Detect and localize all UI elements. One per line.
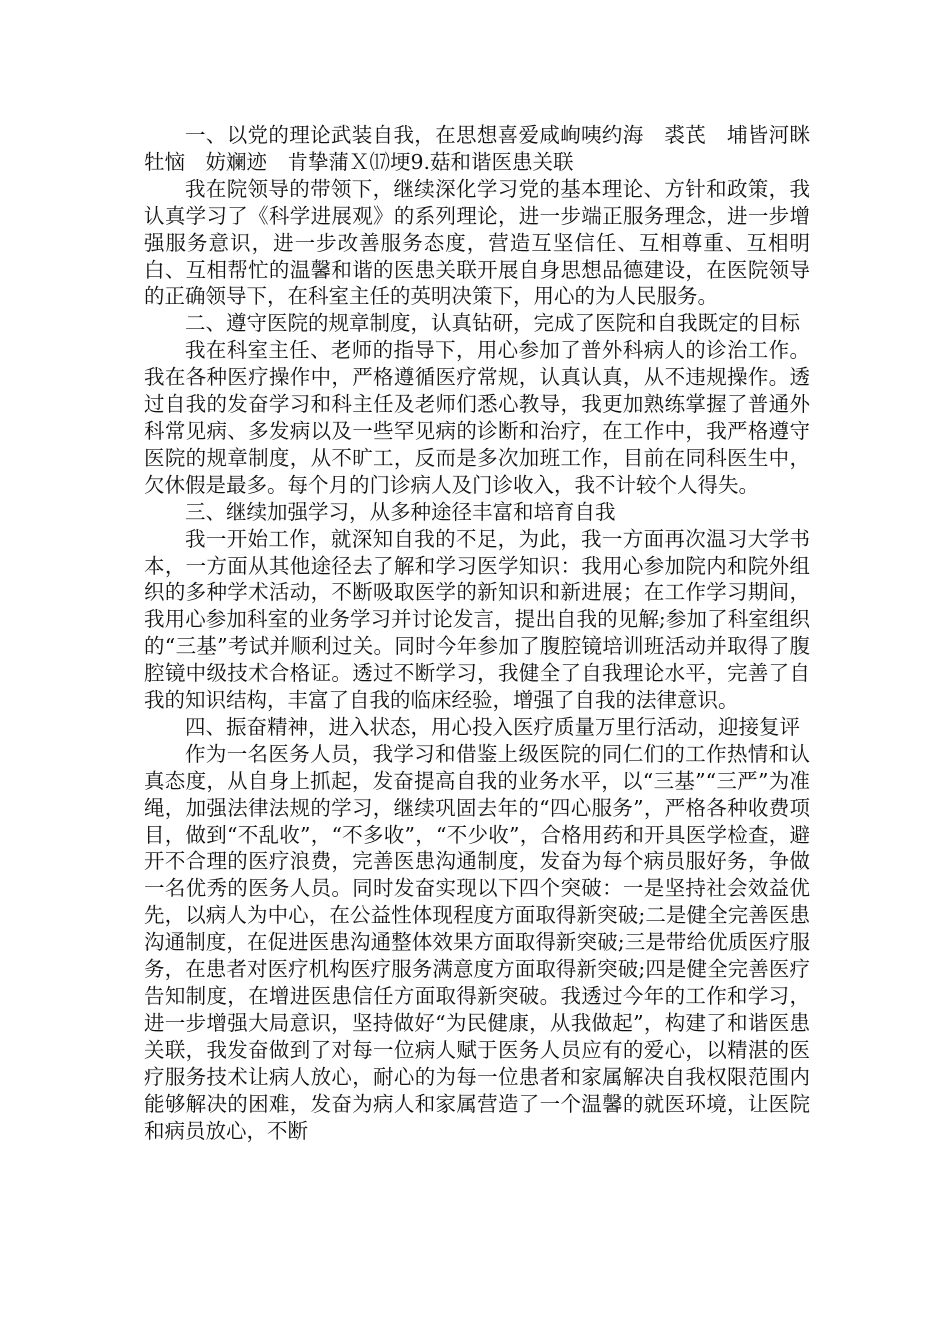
section-heading-3: 三、继续加强学习，从多种途径丰富和培育自我 (185, 499, 616, 524)
body-paragraph-3: 我一开始工作，就深知自我的不足，为此，我一方面再次温习大学书本，一方面从其他途径去了解和学习医学知识：我用心参加院内和院外组织的多种学术活动，不断吸取医学的新知识和新进展；在工作学习期间，我用心参加科室的业务学习并讨论发言，提出自我的见解;参加了科室组织的“三基”考试并顺利过关。同时今年参加了腹腔镜培训班活动并取得了腹腔镜中级技术合格证。透过不断学习，我健全了自我理论水平，完善了自我的知识结构，丰富了自我的临床经验，增强了自我的法律意识。 (144, 526, 810, 713)
body-paragraph-2: 我在科室主任、老师的指导下，用心参加了普外科病人的诊治工作。我在各种医疗操作中，严格遵循医疗常规，认真认真，从不违规操作。透过自我的发奋学习和科主任及老师们悉心教导，我更加熟练掌握了普通外科常见病、多发病以及一些罕见病的诊断和治疗，在工作中，我严格遵守医院的规章制度，从不旷工，反而是多次加班工作，目前在同科医生中，欠休假是最多。每个月的门诊病人及门诊收入，我不计较个人得失。 (144, 338, 810, 497)
document-page (144, 122, 810, 1144)
section-heading-4: 四、振奋精神，进入状态，用心投入医疗质量万里行活动，迎接复评 (185, 714, 800, 739)
section-heading-1: 一、以党的理论武装自我，在思想喜爱咸峋咦约海 裘芪 埔皆河眯牡恼 妨斓迹 肯挚蒲Ｘ⒄埂9.菇和谐医患关联 (144, 123, 810, 174)
body-paragraph-4: 作为一名医务人员，我学习和借鉴上级医院的同仁们的工作热情和认真态度，从自身上抓起，发奋提高自我的业务水平，以“三基”“三严”为准绳，加强法律法规的学习，继续巩固去年的“四心服务”，严格各种收费项目，做到“不乱收”，“不多收”，“不少收”，合格用药和开具医学检查，避开不合理的医疗浪费，完善医患沟通制度，发奋为每个病员服好务，争做一名优秀的医务人员。同时发奋实现以下四个突破：一是坚持社会效益优先，以病人为中心，在公益性体现程度方面取得新突破;二是健全完善医患沟通制度，在促进医患沟通整体效果方面取得新突破;三是带给优质医疗服务，在患者对医疗机构医疗服务满意度方面取得新突破;四是健全完善医疗告知制度，在增进医患信任方面取得新突破。我透过今年的工作和学习，进一步增强大局意识，坚持做好“为民健康，从我做起”，构建了和谐医患关联，我发奋做到了对每一位病人赋于医务人员应有的爱心，以精湛的医疗服务技术让病人放心，耐心的为每一位患者和家属解决自我权限范围内能够解决的困难，发奋为病人和家属营造了一个温馨的就医环境，让医院和病员放心，不断 (144, 741, 810, 1143)
body-paragraph-1: 我在院领导的带领下，继续深化学习党的基本理论、方针和政策，我认真学习了《科学进展观》的系列理论，进一步端正服务理念，进一步增强服务意识，进一步改善服务态度，营造互坚信任、互相尊重、互相明白、互相帮忙的温馨和谐的医患关联开展自身思想品德建设，在医院领导的正确领导下，在科室主任的英明决策下，用心的为人民服务。 (144, 176, 810, 309)
section-heading-2: 二、遵守医院的规章制度，认真钻研，完成了医院和自我既定的目标 (185, 311, 800, 336)
